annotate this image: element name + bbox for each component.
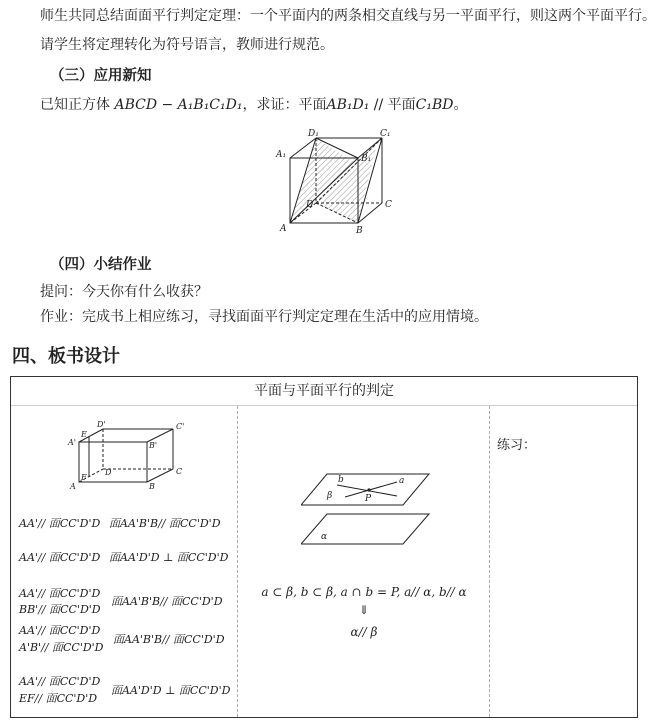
board-item-4-premise-a: AA'// 面CC'D'D [19, 624, 101, 637]
prism-label-d: D [105, 468, 112, 477]
label-p: P [365, 494, 372, 504]
practice-label: 练习： [497, 438, 537, 453]
prism-edge [147, 469, 173, 482]
cube-name: ABCD − A₁B₁C₁D₁ [114, 97, 243, 113]
prism-label-a-prime: A' [68, 438, 76, 447]
prism-label-e: E [81, 430, 87, 439]
board-item-2-premise: AA'// 面CC'D'D [19, 551, 101, 564]
board-item-3-result: 面AA'B'B// 面CC'D'D [111, 595, 223, 608]
problem-prefix: 已知正方体 [40, 97, 110, 113]
label-b: B [356, 226, 363, 235]
prism-label-d-prime: D' [97, 420, 106, 429]
prism-label-b-prime: B' [149, 441, 158, 450]
label-a: A [280, 224, 287, 234]
theorem-conclusion: α// β [350, 625, 378, 639]
plane-1: AB₁D₁ [326, 97, 370, 113]
board-item-3-premise-a: AA'// 面CC'D'D [19, 587, 101, 600]
instruction-line: 请学生将定理转化为符号语言，教师进行规范。 [40, 37, 334, 53]
label-c: C [385, 200, 392, 210]
prism-label-b: B [149, 482, 155, 491]
label-a: a [399, 476, 405, 486]
label-a1: A₁ [276, 150, 287, 160]
column-divider [489, 406, 490, 717]
label-b1: B₁ [361, 154, 372, 164]
prism-figure [61, 417, 201, 492]
theorem-summary-line: 师生共同总结面面平行判定定理：一个平面内的两条相交直线与另一平面平行，则这两个平面平行。 [40, 8, 656, 24]
plane-2-prefix: 平面 [387, 97, 416, 113]
board-design-table [10, 376, 638, 718]
problem-statement [40, 94, 468, 114]
section-heading-apply: （三）应用新知 [50, 68, 152, 84]
label-d1: D₁ [308, 129, 319, 139]
parallel-planes-figure [301, 469, 431, 549]
plane-2: C₁BD [415, 97, 454, 113]
board-item-5-premise-a: AA'// 面CC'D'D [19, 675, 101, 688]
implies-arrow: ⇓ [358, 603, 370, 617]
label-b: b [338, 475, 344, 485]
question-line: 提问：今天你有什么收获？ [40, 284, 208, 300]
board-item-4-premise-b: A'B'// 面CC'D'D [19, 641, 104, 654]
problem-end: 。 [453, 97, 468, 113]
label-d: D [306, 200, 314, 210]
theorem-condition: a ⊂ β, b ⊂ β, a ∩ b = P, a// α, b// α [261, 585, 467, 599]
board-item-4-result: 面AA'B'B// 面CC'D'D [113, 633, 225, 646]
label-alpha: α [321, 532, 328, 542]
parallel-symbol: // [369, 97, 388, 113]
problem-mid: ，求证：平面 [242, 97, 327, 113]
board-title: 平面与平面平行的判定 [11, 377, 637, 406]
label-c1: C₁ [380, 129, 391, 139]
prism-label-c: C [176, 467, 183, 476]
label-beta: β [327, 491, 333, 501]
homework-line: 作业：完成书上相应练习，寻找面面平行判定定理在生活中的应用情境。 [40, 309, 488, 325]
prism-label-f: F [81, 473, 87, 482]
board-design-heading: 四、板书设计 [12, 346, 120, 367]
board-item-5-premise-b: EF// 面CC'D'D [19, 692, 98, 705]
intersection-point [367, 488, 370, 491]
board-item-3-premise-b: BB'// 面CC'D'D [19, 603, 101, 616]
cube-figure [270, 125, 400, 235]
prism-label-c-prime: C' [176, 422, 185, 431]
section-heading-summary: （四）小结作业 [50, 257, 152, 273]
column-divider [237, 406, 238, 717]
prism-label-a: A [70, 482, 76, 491]
board-item-2-result: 面AA'D'D ⊥ 面CC'D'D [109, 551, 229, 564]
board-item-5-result: 面AA'D'D ⊥ 面CC'D'D [111, 684, 231, 697]
board-item-1-result: 面AA'B'B// 面CC'D'D [109, 517, 221, 530]
board-item-1-premise: AA'// 面CC'D'D [19, 517, 101, 530]
